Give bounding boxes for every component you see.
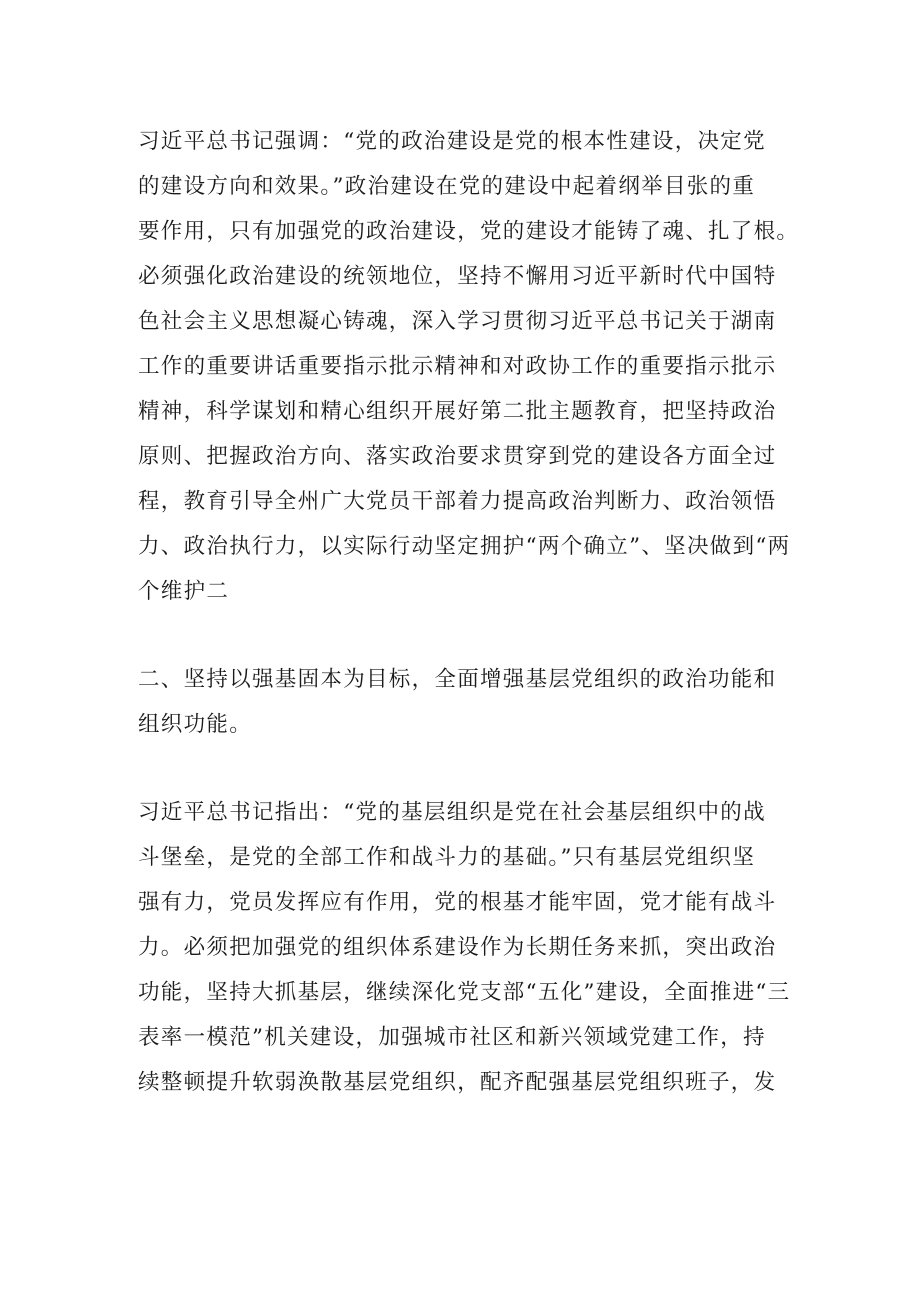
text-line: 续整顿提升软弱涣散基层党组织，配齐配强基层党组织班子，发	[138, 1070, 777, 1095]
text-line: 程，教育引导全州广大党员干部着力提高政治判断力、政治领悟	[138, 489, 777, 514]
heading-line: 组织功能。	[138, 712, 253, 737]
text-line: 习近平总书记指出：“党的基层组织是党在社会基层组织中的战	[138, 800, 766, 825]
text-line: 功能，坚持大抓基层，继续深化党支部“五化”建设，全面推进“三	[138, 980, 791, 1005]
text-line: 原则、把握政治方向、落实政治要求贯穿到党的建设各方面全过	[138, 444, 777, 469]
text-line: 个维护二	[138, 579, 230, 604]
text-line: 必须强化政治建设的统领地位，坚持不懈用习近平新时代中国特	[138, 264, 777, 289]
text-line: 要作用，只有加强党的政治建设，党的建设才能铸了魂、扎了根。	[138, 219, 800, 244]
text-line: 工作的重要讲话重要指示批示精神和对政协工作的重要指示批示	[138, 354, 777, 379]
text-line: 表率一模范”机关建设，加强城市社区和新兴领域党建工作，持	[138, 1025, 766, 1050]
text-line: 色社会主义思想凝心铸魂，深入学习贯彻习近平总书记关于湖南	[138, 309, 777, 334]
text-line: 力、政治执行力，以实际行动坚定拥护“两个确立”、坚决做到“两	[138, 534, 791, 559]
text-line: 强有力，党员发挥应有作用，党的根基才能牢固，党才能有战斗	[138, 890, 777, 915]
text-line: 的建设方向和效果。”政治建设在党的建设中起着纲举目张的重	[138, 174, 756, 199]
text-line: 力。必须把加强党的组织体系建设作为长期任务来抓，突出政治	[138, 935, 777, 960]
text-line: 斗堡垒，是党的全部工作和战斗力的基础。”只有基层党组织坚	[138, 845, 756, 870]
text-line: 精神，科学谋划和精心组织开展好第二批主题教育，把坚持政治	[138, 399, 777, 424]
heading-line: 二、坚持以强基固本为目标，全面增强基层党组织的政治功能和	[138, 667, 777, 692]
text-line: 习近平总书记强调：“党的政治建设是党的根本性建设，决定党	[138, 129, 766, 154]
